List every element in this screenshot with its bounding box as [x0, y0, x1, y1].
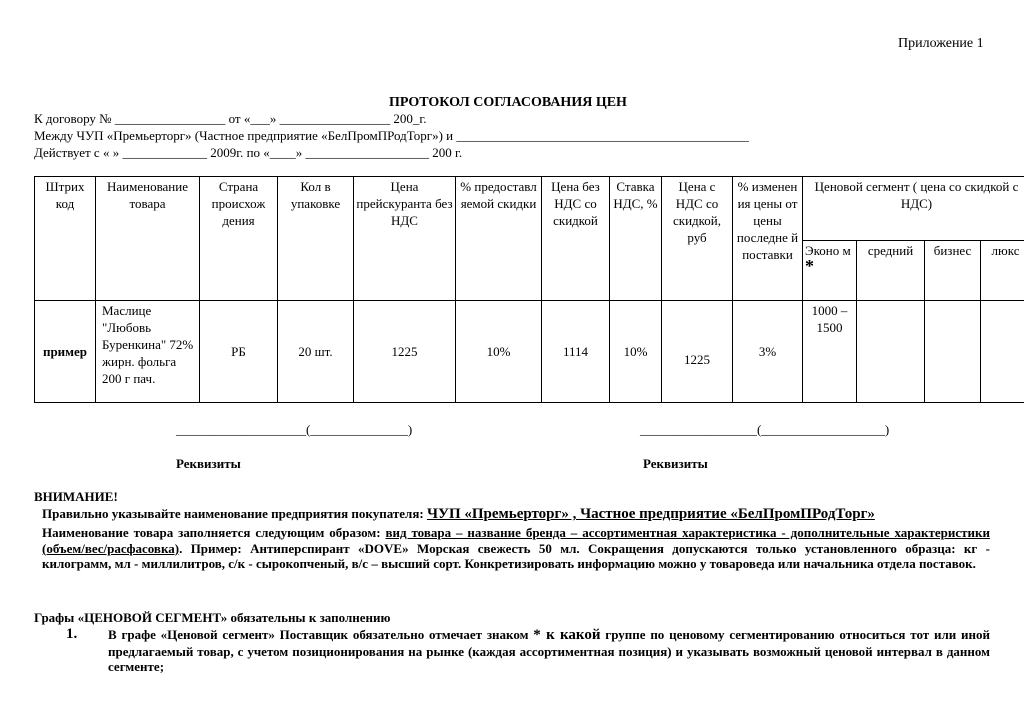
- cell-seg-economy: 1000 – 1500: [803, 301, 857, 403]
- header-price-no-vat: Цена без НДС со скидкой: [542, 177, 610, 301]
- cell-discount: 10%: [456, 301, 542, 403]
- segment-instruction-star: *: [533, 627, 541, 643]
- header-price-vat: Цена с НДС со скидкой, руб: [662, 177, 733, 301]
- attention-heading: ВНИМАНИЕ!: [34, 489, 118, 504]
- cell-price-list: 1225: [354, 301, 456, 403]
- page-title: ПРОТОКОЛ СОГЛАСОВАНИЯ ЦЕН: [389, 95, 627, 110]
- item-number: 1.: [66, 626, 78, 642]
- product-note-format: вид товара – название бренда – ассортиментная характеристика - дополнительные характеристики (объем/вес/расфасовка): [42, 525, 990, 556]
- product-name-note: [42, 525, 990, 572]
- signature-line-left: ____________________(_______________): [176, 422, 413, 437]
- cell-seg-lux: [981, 301, 1024, 403]
- company-note-text: Правильно указывайте наименование предприятия покупателя:: [42, 506, 427, 521]
- table-row: [35, 301, 1024, 403]
- header-name: Наименование товара: [96, 177, 200, 301]
- company-note-name: ЧУП «Премьерторг» , Частное предприятие «БелПромПРодТорг»: [426, 506, 875, 522]
- cell-barcode: пример: [35, 301, 96, 403]
- contract-line: К договору № _________________ от «___» _________________ 200_г.: [34, 111, 427, 126]
- header-discount: % предоставл яемой скидки: [456, 177, 542, 301]
- segment-instruction-b: к какой: [540, 627, 601, 643]
- header-change-pct: % изменен ия цены от цены последне й поставки: [733, 177, 803, 301]
- header-segment: Ценовой сегмент ( цена со скидкой с НДС): [803, 177, 1024, 241]
- company-name-note: [42, 506, 990, 523]
- header-country: Страна происхож дения: [200, 177, 278, 301]
- product-note-text: Наименование товара заполняется следующим образом:: [42, 525, 386, 540]
- segment-instruction: [108, 627, 990, 675]
- cell-vat-rate: 10%: [610, 301, 662, 403]
- requisites-right: Реквизиты: [643, 456, 708, 471]
- signature-line-right: __________________(___________________): [640, 422, 890, 437]
- seg-economy-label: Эконо м: [805, 243, 851, 258]
- cell-qty: 20 шт.: [278, 301, 354, 403]
- validity-line: Действует с « » _____________ 2009г. по «____» ___________________ 200 г.: [34, 145, 463, 160]
- header-barcode: Штрих код: [35, 177, 96, 301]
- segment-heading: Графы «ЦЕНОВОЙ СЕГМЕНТ» обязательны к заполнению: [34, 610, 391, 625]
- header-seg-business: бизнес: [925, 241, 981, 301]
- cell-seg-middle: [857, 301, 925, 403]
- cell-change-pct: 3%: [733, 301, 803, 403]
- cell-price-no-vat: 1114: [542, 301, 610, 403]
- header-seg-lux: люкс: [981, 241, 1024, 301]
- seg-economy-mark: *: [805, 256, 814, 276]
- segment-instruction-c: группе по ценовому сегментированию относиться тот или иной предлагаемый товар, с учетом позиционирования на рынке (каждая ассортиментная позиция) и указывать возможный ценовой интервал в данном сегменте;: [108, 627, 990, 674]
- product-note-rest: . Пример: Антиперспирант «DOVE» Морская свежесть 50 мл. Сокращения допускаются только установленного образца: кг - килограмм, мл - миллилитров, с/к - сырокопченый, в/с – высший сорт. Конкретизировать информацию можно у товароведа или начальника отдела поставок.: [42, 540, 990, 571]
- appendix-label: Приложение 1: [898, 36, 984, 51]
- segment-instruction-a: В графе «Ценовой сегмент» Поставщик обязательно отмечает знаком: [108, 627, 534, 642]
- cell-price-vat: 1225: [662, 301, 733, 403]
- header-price-list: Цена прейскуранта без НДС: [354, 177, 456, 301]
- header-vat-rate: Ставка НДС, %: [610, 177, 662, 301]
- price-table: [34, 176, 1024, 403]
- parties-line: Между ЧУП «Премьерторг» (Частное предприятие «БелПромПРодТорг») и _____________________________________________: [34, 128, 749, 143]
- header-qty: Кол в упаковке: [278, 177, 354, 301]
- cell-seg-business: [925, 301, 981, 403]
- cell-country: РБ: [200, 301, 278, 403]
- header-seg-middle: средний: [857, 241, 925, 301]
- header-seg-economy: [803, 241, 857, 301]
- requisites-left: Реквизиты: [176, 456, 241, 471]
- cell-name: Маслице "Любовь Буренкина" 72% жирн. фольга 200 г пач.: [96, 301, 200, 403]
